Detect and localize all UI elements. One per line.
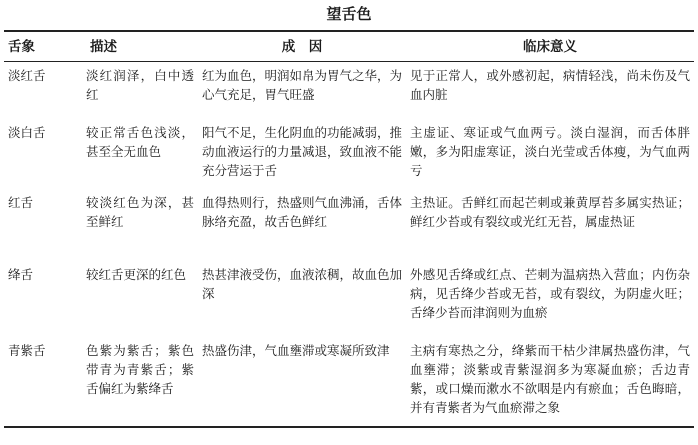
cell-cause: 红为血色，明润如帛为胃气之华，为心气充足，胃气旺盛	[202, 68, 403, 102]
cell-cause: 阳气不足，生化阴血的功能减弱，推动血液运行的力量减退，致血液不能充分营运于舌	[202, 124, 403, 178]
table-row	[4, 337, 694, 427]
cell-significance: 主病有寒热之分，绛紫而干枯少津属热盛伤津，气血壅滞；淡紫或青紫湿润多为寒凝血瘀；舌边青紫，或口燥而漱水不欲咽是内有瘀血；舌色晦暗，并有青紫者为气血瘀滞之象	[406, 337, 694, 427]
cell-tongue: 青紫舌	[4, 337, 68, 427]
header-description: 描述	[68, 31, 198, 62]
cell-tongue: 淡红舌	[8, 68, 46, 83]
cell-description: 淡红润泽，白中透红	[86, 68, 194, 102]
page-title: 望舌色	[326, 5, 372, 23]
table-row	[4, 119, 694, 189]
cell-description: 较红舌更深的红色	[86, 266, 187, 282]
header-significance: 临床意义	[406, 31, 694, 62]
cell-cause: 热盛伤津，气血壅滞或寒凝所致津	[198, 337, 406, 427]
header-cause: 成 因	[198, 31, 406, 62]
cell-significance: 外感见舌绛或红点、芒刺为温病热入营血；内伤杂病，见舌绛少苔或无苔，或有裂纹，为阴虚火旺；舌绛少苔而津润则为血瘀	[410, 266, 690, 320]
cell-significance: 见于正常人，或外感初起，病情轻浅，尚未伤及气血内脏	[410, 68, 690, 102]
tongue-color-table	[4, 30, 694, 428]
cell-tongue: 绛舌	[8, 266, 34, 282]
cell-cause: 血得热则行，热盛则气血沸涌，舌体脉络充盈，故舌色鲜红	[202, 194, 403, 229]
table-row	[4, 62, 694, 119]
cell-significance: 主热证。舌鲜红而起芒刺或兼黄厚苔多属实热证；鲜红少苔或有裂纹或光红无苔，属虚热证	[410, 194, 690, 229]
cell-cause: 热甚津液受伤，血液浓稠，故血色加深	[202, 266, 403, 301]
header-tongue: 舌象	[4, 31, 68, 62]
cell-description: 较正常舌色浅淡，甚至全无血色	[86, 124, 194, 159]
cell-description: 色紫为紫舌；紫色带青为青紫舌；紫舌偏红为紫绛舌	[68, 337, 198, 427]
cell-significance: 主虚证、寒证或气血两亏。淡白湿润，而舌体胖嫩，多为阳虚寒证，淡白光莹或舌体瘦，为气血两亏	[410, 124, 690, 178]
cell-tongue: 淡白舌	[8, 124, 46, 140]
table-header-row	[4, 31, 694, 62]
table-row	[4, 189, 694, 261]
table-row	[4, 261, 694, 337]
cell-description: 较淡红色为深，甚至鲜红	[86, 194, 194, 229]
cell-tongue: 红舌	[8, 194, 34, 210]
